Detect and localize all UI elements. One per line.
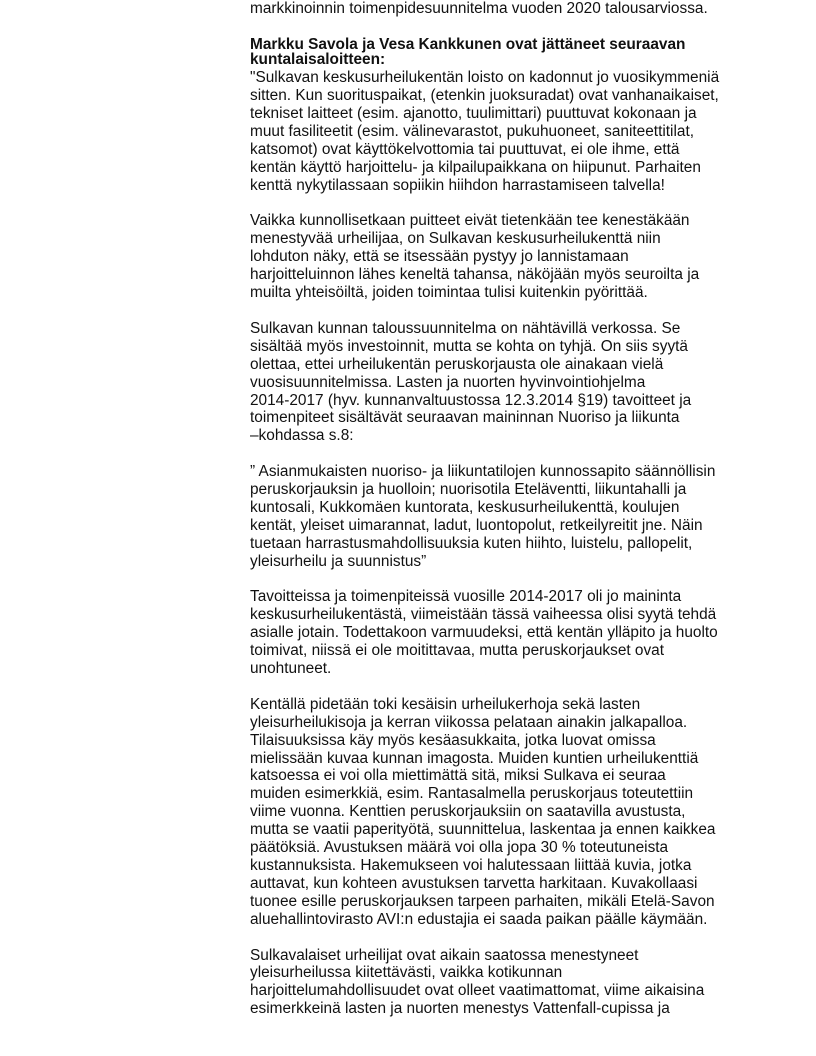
text-line: kenttä nykytilassaan sopiikin hiihdon harrastamiseen talvella!: [250, 176, 665, 194]
heading-line: kuntalaisaloitteen:: [250, 51, 386, 69]
text-line: unohtuneet.: [250, 660, 332, 678]
text-line: asialle jotain. Todettakoon varmuudeksi, että kentän ylläpito ja huolto: [250, 624, 718, 642]
body-paragraph: [250, 588, 750, 678]
text-line: katsoessa ei voi olla miettimättä sitä, miksi Sulkava ei seuraa: [250, 767, 666, 785]
paragraph-gap: [250, 302, 750, 320]
text-line: harjoitteluinnon lähes keneltä tahansa, näköjään myös seuroilta ja: [250, 266, 700, 284]
text-line: Sulkavalaiset urheilijat ovat aikain saatossa menestyneet: [250, 946, 639, 964]
heading-line: Markku Savola ja Vesa Kankkunen ovat jättäneet seuraavan: [250, 35, 686, 53]
text-line: viime vuonna. Kenttien peruskorjauksiin on saatavilla avustusta,: [250, 803, 686, 821]
text-line: keskusurheilukentästä, viimeistään tässä vaiheessa olisi syytä tehdä: [250, 606, 717, 624]
paragraph-gap: [250, 18, 750, 36]
text-line: peruskorjauksin ja huolloin; nuorisotila Eteläventti, liikuntahalli ja: [250, 481, 687, 499]
text-line: mutta se vaatii paperityötä, suunnittelua, laskentaa ja ennen kaikkea: [250, 821, 716, 839]
text-line: kentän käyttö harjoittelu- ja kilpailupaikkana on hiipunut. Parhaiten: [250, 158, 701, 176]
text-line: 2014-2017 (hyv. kunnanvaltuustossa 12.3.2014 §19) tavoitteet ja: [250, 391, 692, 409]
text-line: lohduton näky, että se itsessään pystyy jo lannistamaan: [250, 248, 629, 266]
text-line: Kentällä pidetään toki kesäisin urheilukerhoja sekä lasten: [250, 695, 641, 713]
text-line: ” Asianmukaisten nuoriso- ja liikuntatilojen kunnossapito säännöllisin: [250, 463, 716, 481]
text-line: kentät, yleiset uimarannat, ladut, luontopolut, retkeilyreitit jne. Näin: [250, 516, 703, 534]
text-line: Vaikka kunnollisetkaan puitteet eivät tietenkään tee kenestäkään: [250, 212, 690, 230]
text-line: Tilaisuuksissa käy myös kesäasukkaita, jotka luovat omissa: [250, 731, 656, 749]
text-line: mielissään kuvaa kunnan imagosta. Muiden kuntien urheilukenttiä: [250, 749, 699, 767]
paragraph-gap: [250, 571, 750, 589]
text-line: kustannuksista. Hakemukseen voi halutessaan liittää kuvia, jotka: [250, 857, 692, 875]
body-paragraph: [250, 463, 750, 570]
text-line: harjoittelumahdollisuudet ovat olleet vaatimattomat, viime aikaisina: [250, 982, 705, 1000]
text-line: yleisurheilukisoja ja kerran viikossa pelataan ainakin jalkapalloa.: [250, 713, 688, 731]
text-line: Tavoitteissa ja toimenpiteissä vuosille 2014-2017 oli jo maininta: [250, 588, 682, 606]
document-text: [250, 0, 750, 1018]
text-line: esimerkkeinä lasten ja nuorten menestys Vattenfall-cupissa ja: [250, 1000, 670, 1018]
body-paragraph: [250, 212, 750, 302]
text-line: toimenpiteet sisältävät seuraavan maininnan Nuoriso ja liikunta: [250, 409, 680, 427]
text-line: olettaa, ettei urheilukentän peruskorjausta ole ainakaan vielä: [250, 355, 664, 373]
initiative-heading: [250, 36, 750, 69]
text-line: katsomot) ovat käyttökelvottomia tai puuttuvat, ei ole ihme, että: [250, 140, 680, 158]
body-paragraph: [250, 320, 750, 445]
paragraph-gap: [250, 929, 750, 947]
body-paragraph: [250, 69, 750, 194]
paragraph-gap: [250, 678, 750, 696]
text-line: muut fasiliteetit (esim. välinevarastot, pukuhuoneet, saniteettitilat,: [250, 122, 694, 140]
text-line: "Sulkavan keskusurheilukentän loisto on kadonnut jo vuosikymmeniä: [250, 69, 720, 87]
text-line: muilta yhteisöiltä, joiden toimintaa tulisi kuitenkin pyörittää.: [250, 284, 648, 302]
text-line: päätöksiä. Avustuksen määrä voi olla jopa 30 % toteutuneista: [250, 839, 669, 857]
paragraph-gap: [250, 445, 750, 463]
text-line: tekniset laitteet (esim. ajanotto, tuulimittari) puuttuvat kokonaan ja: [250, 105, 697, 123]
text-line: markkinoinnin toimenpidesuunnitelma vuoden 2020 talousarviossa.: [250, 0, 708, 17]
text-line: –kohdassa s.8:: [250, 427, 354, 445]
paragraph-gap: [250, 195, 750, 213]
paragraph-list: [250, 69, 750, 1018]
text-line: kuntosali, Kukkomäen kuntorata, keskusurheilukenttä, koulujen: [250, 498, 680, 516]
text-line: auttavat, kun kohteen avustuksen tarvetta harkitaan. Kuvakollaasi: [250, 874, 698, 892]
text-line: toimivat, niissä ei ole moitittavaa, mutta peruskorjaukset ovat: [250, 642, 665, 660]
body-paragraph: [250, 947, 750, 1019]
text-line: aluehallintovirasto AVI:n edustajia ei saada paikan päälle käymään.: [250, 910, 708, 928]
top-fragment: [250, 0, 750, 18]
text-line: tuetaan harrastusmahdollisuuksia kuten hiihto, luistelu, pallopelit,: [250, 534, 693, 552]
text-line: yleisurheilu ja suunnistus”: [250, 552, 427, 570]
text-line: sitten. Kun suorituspaikat, (etenkin juoksuradat) ovat vanhanaikaiset,: [250, 87, 719, 105]
text-line: tuonee esille peruskorjauksen tarpeen parhaiten, mikäli Etelä-Savon: [250, 892, 715, 910]
text-line: sisältää myös investoinnit, mutta se kohta on tyhjä. On siis syytä: [250, 337, 688, 355]
text-line: menestyvää urheilijaa, on Sulkavan keskusurheilukenttä niin: [250, 230, 661, 248]
text-line: Sulkavan kunnan taloussuunnitelma on nähtävillä verkossa. Se: [250, 319, 681, 337]
text-line: vuosisuunnitelmissa. Lasten ja nuorten hyvinvointiohjelma: [250, 373, 646, 391]
text-line: muiden esimerkkiä, esim. Rantasalmella peruskorjaus toteutettiin: [250, 785, 694, 803]
body-paragraph: [250, 696, 750, 929]
text-line: yleisurheilussa kiitettävästi, vaikka kotikunnan: [250, 964, 563, 982]
